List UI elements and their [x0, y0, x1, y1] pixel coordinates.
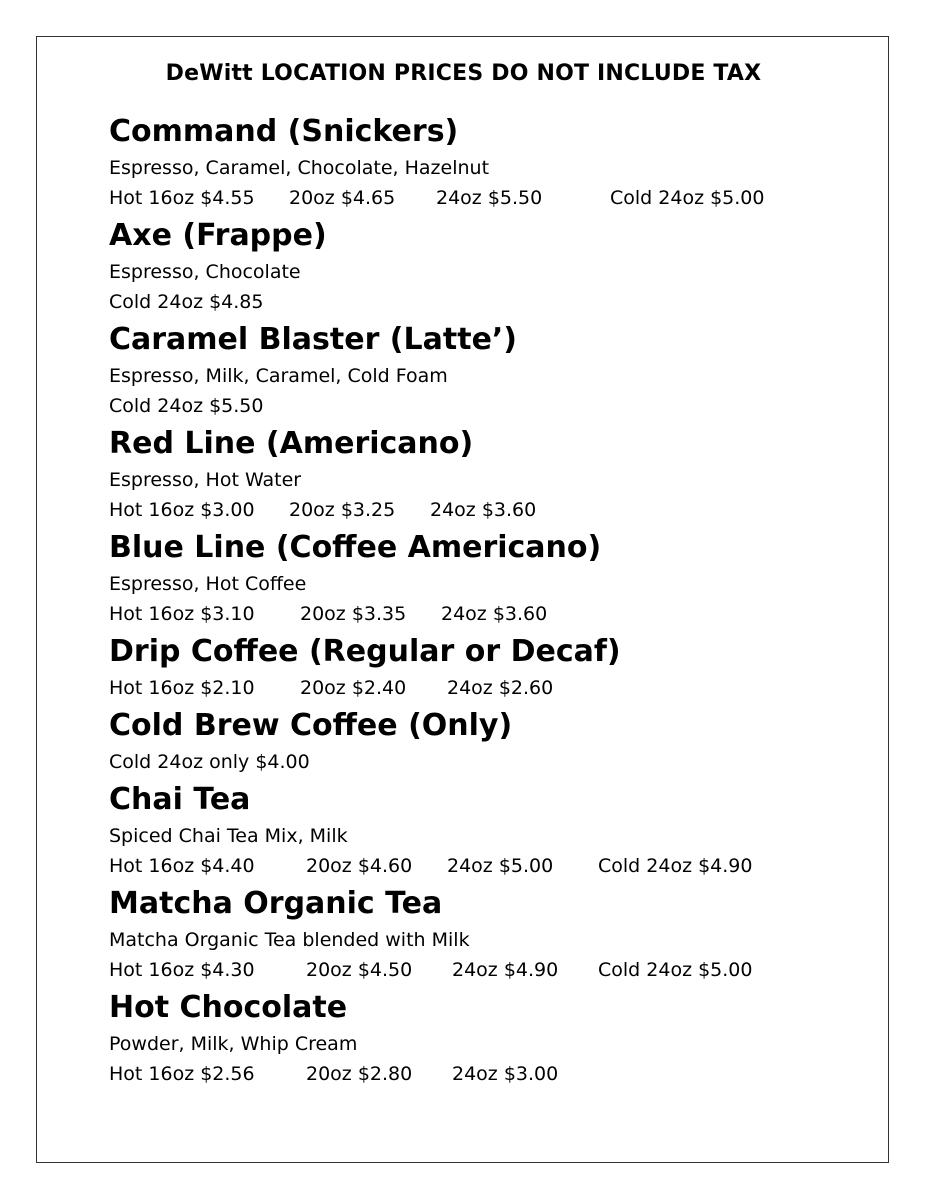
- item-description: Espresso, Hot Coffee: [109, 573, 307, 595]
- menu-item: [109, 423, 869, 525]
- price-row: [109, 747, 869, 777]
- price-cold-24oz: Cold 24oz $4.90: [598, 855, 753, 877]
- item-description: Matcha Organic Tea blended with Milk: [109, 929, 470, 951]
- price-hot-16oz: Hot 16oz $3.00: [109, 499, 255, 521]
- item-name: Chai Tea: [109, 782, 251, 817]
- item-name: Matcha Organic Tea: [109, 886, 443, 921]
- price-24oz: 24oz $4.90: [452, 959, 559, 981]
- item-name: Cold Brew Coffee (Only): [109, 708, 513, 743]
- item-description: Spiced Chai Tea Mix, Milk: [109, 825, 348, 847]
- price-row: [109, 673, 869, 703]
- price-hot-16oz: Hot 16oz $4.55: [109, 187, 255, 209]
- menu-item: [109, 987, 869, 1089]
- price-hot-16oz: Hot 16oz $2.56: [109, 1063, 255, 1085]
- price-20oz: 20oz $2.40: [300, 677, 407, 699]
- menu-item: [109, 111, 869, 213]
- price-row: [109, 1059, 869, 1089]
- price-24oz: 24oz $3.60: [441, 603, 548, 625]
- price-row: [109, 599, 869, 629]
- price-24oz: 24oz $3.00: [452, 1063, 559, 1085]
- menu-item: [109, 527, 869, 629]
- menu-item: [109, 779, 869, 881]
- price-24oz: 24oz $5.00: [447, 855, 554, 877]
- price-hot-16oz: Hot 16oz $2.10: [109, 677, 255, 699]
- price-hot-16oz: Hot 16oz $3.10: [109, 603, 255, 625]
- price-row: [109, 495, 869, 525]
- price-20oz: 20oz $3.35: [300, 603, 407, 625]
- item-description: Espresso, Chocolate: [109, 261, 301, 283]
- item-description: Powder, Milk, Whip Cream: [109, 1033, 358, 1055]
- price-cold-24oz: Cold 24oz $5.00: [610, 187, 765, 209]
- menu-item: [109, 631, 869, 703]
- page-title: DeWitt LOCATION PRICES DO NOT INCLUDE TAX: [165, 61, 762, 86]
- price-hot-16oz: Hot 16oz $4.30: [109, 959, 255, 981]
- item-name: Blue Line (Coffee Americano): [109, 530, 602, 565]
- item-name: Command (Snickers): [109, 114, 459, 149]
- price-24oz: 24oz $5.50: [436, 187, 543, 209]
- menu-item: [109, 883, 869, 985]
- price-row: [109, 391, 869, 421]
- price-cold-24oz: Cold 24oz $5.50: [109, 395, 264, 417]
- item-description: Espresso, Hot Water: [109, 469, 302, 491]
- price-cold-24oz: Cold 24oz only $4.00: [109, 751, 310, 773]
- item-description: Espresso, Caramel, Chocolate, Hazelnut: [109, 157, 490, 179]
- price-row: [109, 955, 869, 985]
- menu-item: [109, 319, 869, 421]
- price-24oz: 24oz $3.60: [430, 499, 537, 521]
- item-description: Espresso, Milk, Caramel, Cold Foam: [109, 365, 448, 387]
- price-20oz: 20oz $4.60: [306, 855, 413, 877]
- price-20oz: 20oz $3.25: [289, 499, 396, 521]
- price-row: [109, 287, 869, 317]
- menu-item: [109, 215, 869, 317]
- price-hot-16oz: Hot 16oz $4.40: [109, 855, 255, 877]
- item-name: Drip Coffee (Regular or Decaf): [109, 634, 621, 669]
- item-name: Hot Chocolate: [109, 990, 348, 1025]
- menu-item: [109, 705, 869, 777]
- price-cold-24oz: Cold 24oz $5.00: [598, 959, 753, 981]
- price-cold-24oz: Cold 24oz $4.85: [109, 291, 264, 313]
- price-20oz: 20oz $2.80: [306, 1063, 413, 1085]
- price-24oz: 24oz $2.60: [447, 677, 554, 699]
- price-20oz: 20oz $4.65: [289, 187, 396, 209]
- item-name: Axe (Frappe): [109, 218, 327, 253]
- price-row: [109, 851, 869, 881]
- item-name: Caramel Blaster (Latte’): [109, 322, 518, 357]
- item-name: Red Line (Americano): [109, 426, 474, 461]
- price-row: [109, 183, 869, 213]
- menu-list: [109, 111, 869, 1089]
- price-20oz: 20oz $4.50: [306, 959, 413, 981]
